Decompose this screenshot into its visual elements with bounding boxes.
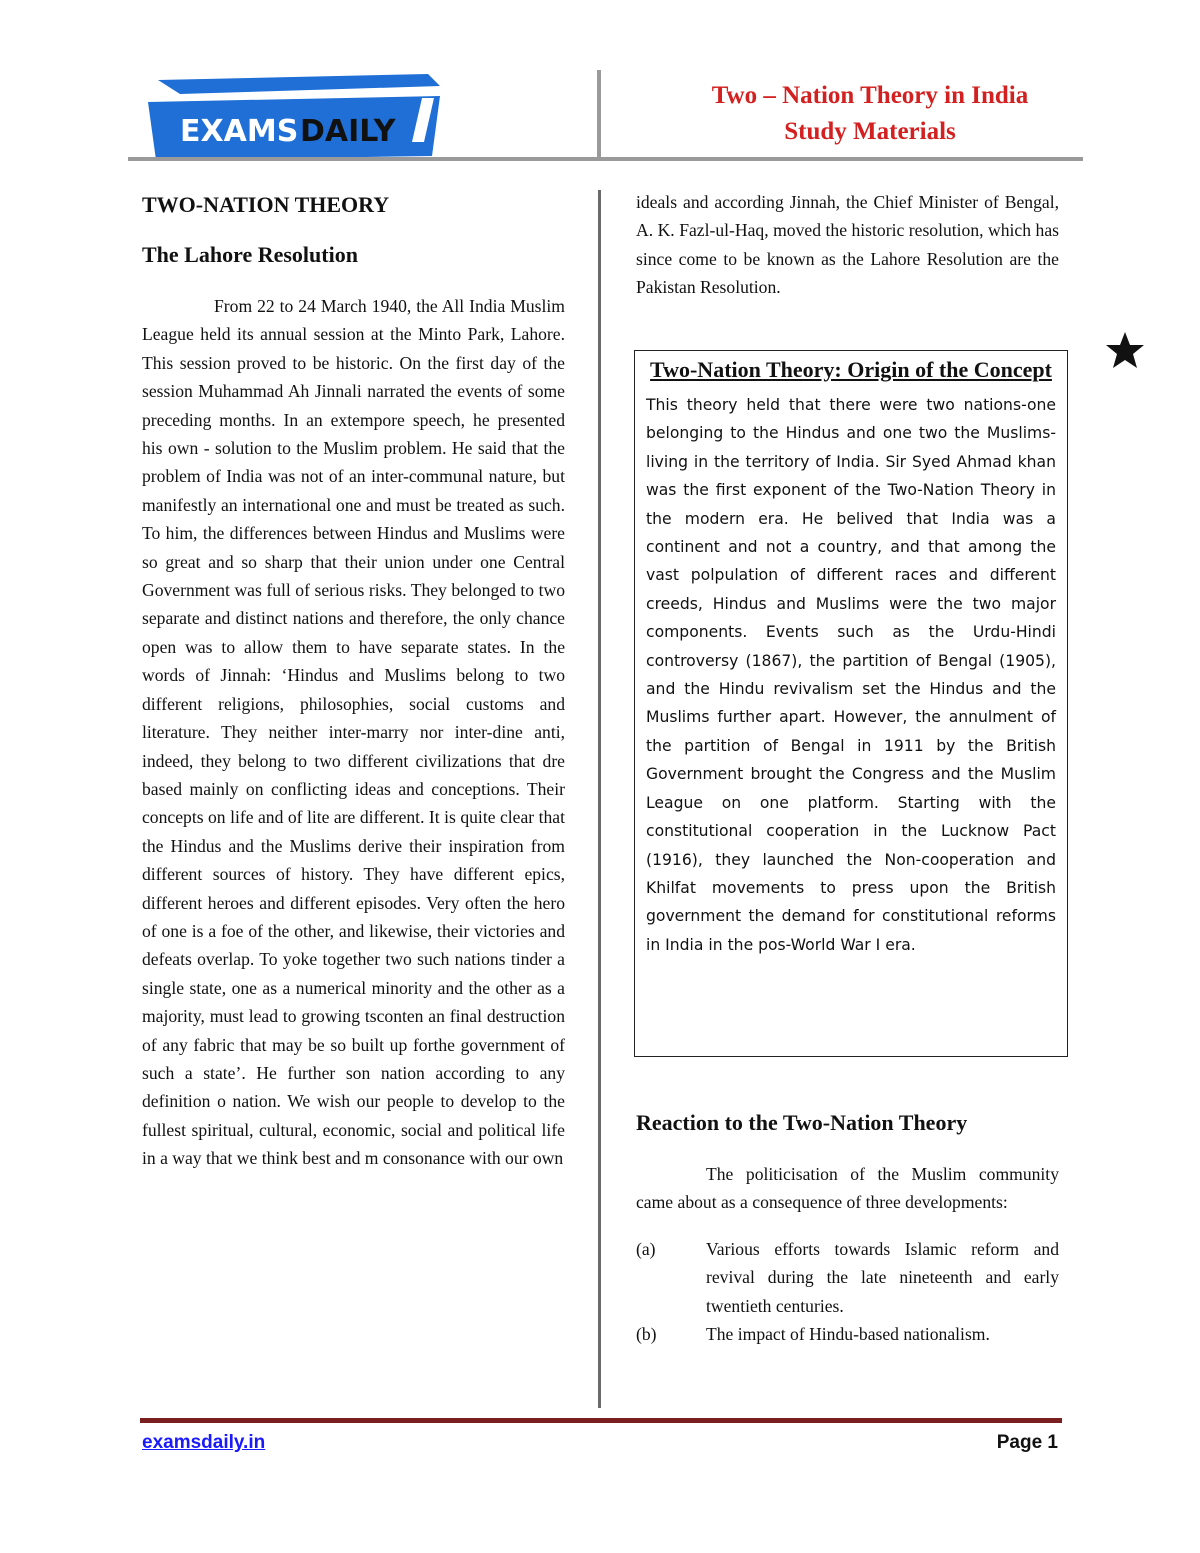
exams-daily-logo [140,72,450,162]
header-rule [128,157,1083,161]
website-link[interactable]: examsdaily.in [142,1432,266,1453]
origin-concept-text: This theory held that there were two nations-one belonging to the Hindus and one two the Muslims-living in the territory of India. Sir Syed Ahmad khan was the first exponent of the Two-Nation Theory in the modern era. He belived that India was a continent and not a country, and that among the vast polpulation of different races and different creeds, Hindus and Muslims were the two major components. Events such as the Urdu-Hindi controversy (1867), the partition of Bengal (1905), and the Hindu revivalism set the Hindus and the Muslims further apart. However, the annulment of the partition of Bengal in 1911 by the British Government brought the Congress and the Muslim League on one platform. Starting with the constitutional cooperation in the Lucknow Pact (1916), they launched the Non-cooperation and Khilfat movements to press upon the British government the demand for constitutional reforms in India in the pos-World War I era. [646,396,1056,954]
origin-concept-title: Two-Nation Theory: Origin of the Concept [650,357,1052,382]
column-divider [598,190,601,1408]
page-title-line-1: Two – Nation Theory in India [711,82,1029,109]
list-item-marker: (b) [636,1324,657,1345]
left-column [142,188,565,1173]
page-title-line-2: Study Materials [784,118,956,145]
reaction-heading: Reaction to the Two-Nation Theory [636,1110,968,1135]
lahore-resolution-heading: The Lahore Resolution [142,242,358,267]
logo-top-swoosh [158,74,440,94]
right-column [636,188,1059,302]
developments-list [636,1235,1059,1349]
main-heading: TWO-NATION THEORY [142,192,390,217]
lahore-resolution-paragraph: From 22 to 24 March 1940, the All India Muslim League held its annual session at the Minto Park, Lahore. This session proved to be historic. On the first day of the session Muhammad Ah Jinnali narrated the events of some preceding months. In an extempore speech, he presented his own - solution to the Muslim problem. He said that the problem of India was not of an inter-communal nature, but manifestly an international one and must be treated as such. To him, the differences between Hindus and Muslims were so great and so sharp that their union under one Central Government was full of serious risks. They belonged to two separate and distinct nations and therefore, the only chance open was to allow them to have separate states. In the words of Jinnah: ‘Hindus and Muslims belong to two different religions, philosophies, social customs and literature. They neither inter-marry nor inter-dine anti, indeed, they belong to two different civilizations that dre based mainly on conflicting ideas and conceptions. Their concepts on life and of lite are different. It is quite clear that the Hindus and the Muslims derive their inspiration from different sources of history. They have different epics, different heroes and different episodes. Very often the hero of one is a foe of the other, and likewise, their victories and defeats overlap. To yoke together two such nations tinder a single state, one as a numerical minority and the other as a majority, must lead to growing tsconten an final destruction of any fabric that may be so built up forthe government of such a state’. He further son nation according to any definition o nation. We wish our people to develop to the fullest spiritual, cultural, economic, social and political life in a way that we think best and m consonance with our own [142,296,565,1169]
list-item [636,1235,1059,1320]
page-number: Page 1 [996,1432,1058,1453]
page-title [640,78,1100,150]
reaction-paragraph: The politicisation of the Muslim community came about as a consequence of three developments: [636,1164,1059,1213]
reaction-section [636,1106,1059,1348]
origin-concept-box [634,350,1068,1057]
list-item [636,1320,1059,1348]
footer-rule [140,1418,1062,1423]
list-item-text: Various efforts towards Islamic reform and revival during the late nineteenth and early twentieth centuries. [706,1238,1059,1316]
list-item-text: The impact of Hindu-based nationalism. [706,1324,990,1345]
logo-text-daily: DAILY [300,114,396,149]
continued-paragraph: ideals and according Jinnah, the Chief Minister of Bengal, A. K. Fazl-ul-Haq, moved the historic resolution, which has since come to be known as the Lahore Resolution are the Pakistan Resolution. [636,192,1059,298]
logo-text-exams: EXAMS [180,114,299,149]
star-icon [1105,330,1145,370]
header-divider [597,70,601,160]
list-item-marker: (a) [636,1238,656,1259]
